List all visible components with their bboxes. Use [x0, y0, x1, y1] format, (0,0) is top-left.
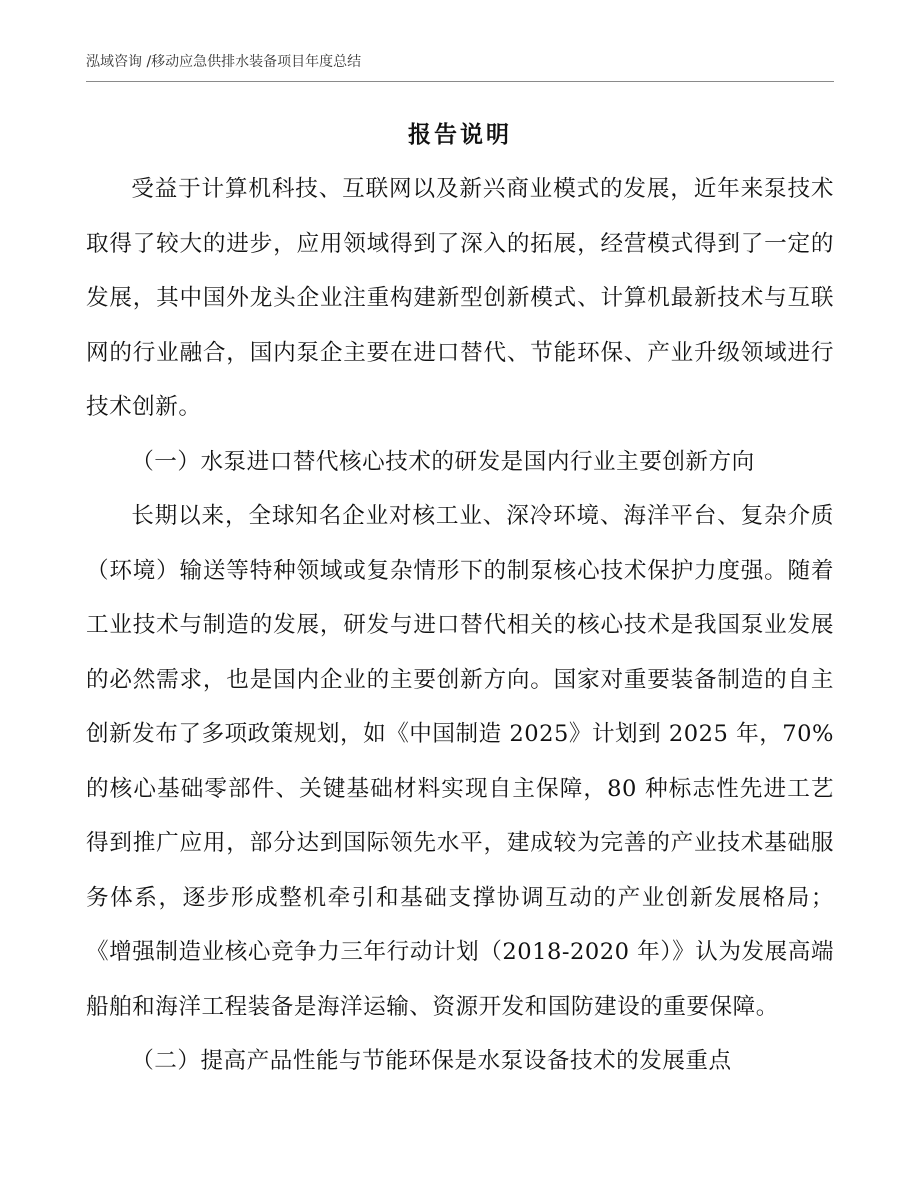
section-heading-2: （二）提高产品性能与节能环保是水泵设备技术的发展重点: [131, 1048, 732, 1074]
document-body: [86, 162, 834, 1089]
header-divider: [86, 81, 834, 82]
paragraph-intro: 受益于计算机科技、互联网以及新兴商业模式的发展，近年来泵技术取得了较大的进步，应用领域得到了深入的拓展，经营模式得到了一定的发展，其中国外龙头企业注重构建新型创新模式、计算机最新技术与互联网的行业融合，国内泵企主要在进口替代、节能环保、产业升级领域进行技术创新。: [86, 176, 834, 420]
page-header: 泓域咨询 /移动应急供排水装备项目年度总结: [86, 54, 362, 70]
page-title: 报告说明: [408, 122, 512, 148]
paragraph-section-1: 长期以来，全球知名企业对核工业、深冷环境、海洋平台、复杂介质（环境）输送等特种领域或复杂情形下的制泵核心技术保护力度强。随着工业技术与制造的发展，研发与进口替代相关的核心技术是我国泵业发展的必然需求，也是国内企业的主要创新方向。国家对重要装备制造的自主创新发布了多项政策规划，如《中国制造 2025》计划到 2025 年，70%的核心基础零部件、关键基础材料实现自主保障，80 种标志性先进工艺得到推广应用，部分达到国际领先水平，建成较为完善的产业技术基础服务体系，逐步形成整机牵引和基础支撑协调互动的产业创新发展格局；《增强制造业核心竞争力三年行动计划（2018-2020 年）》认为发展高端船舶和海洋工程装备是海洋运输、资源开发和国防建设的重要保障。: [86, 503, 835, 1020]
section-heading-1: （一）水泵进口替代核心技术的研发是国内行业主要创新方向: [131, 448, 755, 475]
